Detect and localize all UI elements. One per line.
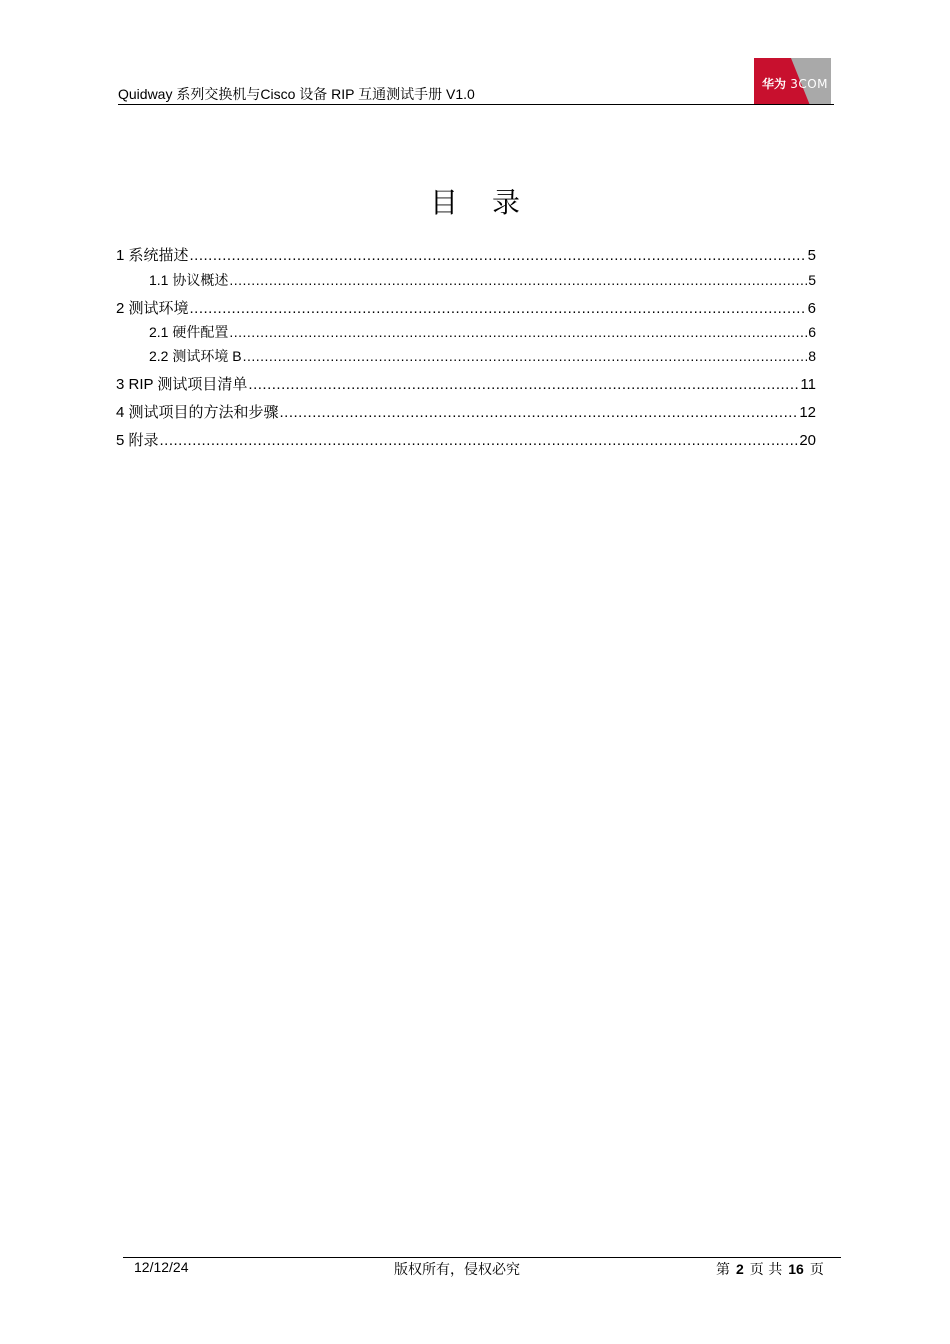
toc-entry-label: 2 测试环境 (116, 300, 189, 317)
toc-entry[interactable] (116, 373, 816, 394)
toc-entry[interactable] (116, 346, 816, 366)
toc-entry[interactable] (116, 429, 816, 450)
toc-dot-leader (190, 247, 807, 264)
toc-entry-page: 5 (807, 247, 816, 264)
toc-dot-leader (190, 300, 807, 317)
logo-text (762, 75, 828, 92)
toc-entry-label: 1.1 协议概述 (149, 272, 229, 288)
toc-entry-page: 11 (800, 376, 816, 393)
footer-divider (123, 1257, 841, 1258)
page-prefix: 第 (716, 1262, 730, 1278)
toc-entry-label: 5 附录 (116, 432, 159, 449)
toc-entry-label: 3 RIP 测试项目清单 (116, 376, 248, 393)
page-mid: 页 共 (749, 1262, 783, 1278)
toc-entry[interactable] (116, 297, 816, 318)
logo-cn-text: 华为 (762, 77, 787, 91)
toc-entry[interactable] (116, 244, 816, 265)
toc-entry-page: 12 (799, 404, 816, 421)
toc-entry[interactable] (116, 401, 816, 422)
header-divider (118, 104, 834, 105)
toc-entry-label: 2.1 硬件配置 (149, 324, 229, 340)
toc-heading: 目录 (429, 186, 554, 219)
toc-dot-leader (229, 272, 807, 288)
toc-dot-leader (248, 376, 799, 393)
toc-entry[interactable] (116, 322, 816, 342)
logo-en-text: 3COM (790, 77, 829, 91)
toc-entry-page: 20 (799, 432, 816, 449)
toc-entry[interactable] (116, 270, 816, 290)
page-number (716, 1259, 830, 1279)
footer-date: 12/12/24 (134, 1259, 189, 1275)
toc-entry-page: 6 (808, 324, 816, 340)
footer-copyright: 版权所有，侵权必究 (394, 1262, 520, 1278)
toc-dot-leader (280, 404, 799, 421)
toc-entry-page: 6 (807, 300, 816, 317)
toc-dot-leader (229, 324, 807, 340)
page-current: 2 (736, 1261, 744, 1277)
toc-dot-leader (243, 348, 808, 364)
toc-dot-leader (160, 432, 799, 449)
company-logo (754, 58, 831, 104)
toc-entry-label: 4 测试项目的方法和步骤 (116, 404, 279, 421)
toc-entry-page: 5 (808, 272, 816, 288)
toc-entry-page: 8 (808, 348, 816, 364)
page-suffix: 页 (809, 1262, 824, 1278)
page-total: 16 (788, 1261, 804, 1277)
toc-entry-label: 2.2 测试环境 B (149, 348, 242, 364)
toc-entry-label: 1 系统描述 (116, 247, 189, 264)
document-title: Quidway 系列交换机与Cisco 设备 RIP 互通测试手册 V1.0 (118, 86, 475, 102)
